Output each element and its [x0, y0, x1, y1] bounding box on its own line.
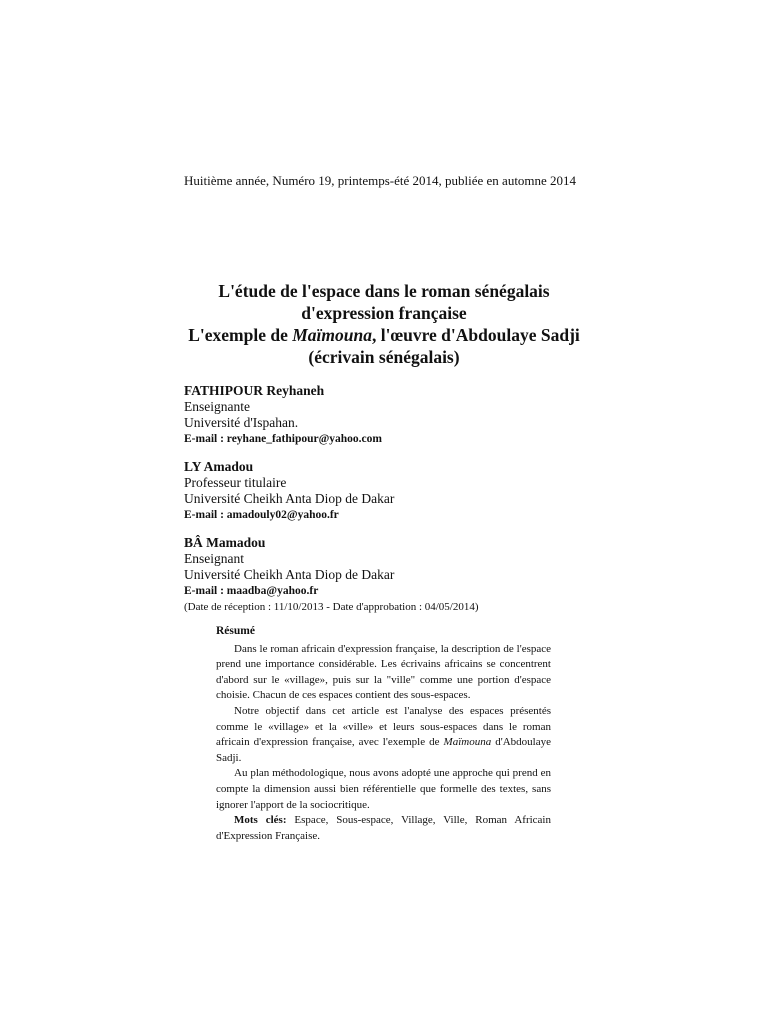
keywords: [216, 813, 551, 844]
author-affiliation: Université d'Ispahan.: [184, 415, 299, 430]
abstract-work-name: Maïmouna: [443, 736, 492, 749]
author-email: E-mail : maadba@yahoo.fr: [184, 585, 319, 597]
author-entry: [184, 535, 584, 615]
author-entry: [184, 383, 584, 447]
author-name: FATHIPOUR Reyhaneh: [184, 383, 325, 398]
submission-dates: (Date de réception : 11/10/2013 - Date d'approbation : 04/05/2014): [184, 601, 479, 613]
abstract-p2-end: d'Abdoulaye Sadji.: [216, 736, 551, 764]
abstract-p2-text: Notre objectif dans cet article est l'analyse des espaces présentés comme le «village» et la «ville» et leurs sous-espaces dans le roman africain d'expression française, avec l'exemple de: [216, 704, 551, 749]
abstract-paragraph-3: Au plan méthodologique, nous avons adopté une approche qui prend en compte la dimension aussi bien référentielle que formelle des textes, sans ignorer l'apport de la sociocritique.: [216, 767, 551, 811]
author-affiliation: Université Cheikh Anta Diop de Dakar: [184, 491, 395, 506]
title-work-name: Maïmouna: [292, 325, 372, 345]
author-affiliation: Université Cheikh Anta Diop de Dakar: [184, 567, 395, 582]
article-title: [0, 280, 768, 368]
author-email: E-mail : amadouly02@yahoo.fr: [184, 509, 339, 521]
title-line-1: L'étude de l'espace dans le roman sénégalais: [218, 281, 550, 301]
author-email: E-mail : reyhane_fathipour@yahoo.com: [184, 433, 382, 445]
abstract-paragraph-2: [216, 704, 551, 766]
issue-header: Huitième année, Numéro 19, printemps-été 2014, publiée en automne 2014: [184, 173, 577, 188]
author-entry: [184, 459, 584, 523]
author-role: Enseignant: [184, 551, 244, 566]
keywords-text: Espace, Sous-espace, Village, Ville, Roman Africain d'Expression Française.: [216, 814, 551, 842]
author-role: Enseignante: [184, 399, 250, 414]
author-name: BÂ Mamadou: [184, 535, 266, 550]
author-role: Professeur titulaire: [184, 475, 287, 490]
author-name: LY Amadou: [184, 459, 254, 474]
title-line-3-suffix: , l'œuvre d'Abdoulaye Sadji: [371, 325, 580, 345]
abstract-section: [216, 624, 551, 844]
title-line-3: [0, 324, 768, 346]
abstract-paragraph-1: Dans le roman africain d'expression française, la description de l'espace prend une importance considérable. Les écrivains africains se concentrent d'abord sur le «village», puis sur la "ville" comme une portion d'espace choisie. Chacun de ces espaces contient des sous-espaces.: [216, 642, 551, 702]
keywords-label: Mots clés:: [234, 814, 287, 827]
title-line-2: d'expression française: [301, 303, 467, 323]
authors-block: [184, 383, 584, 627]
title-line-4: (écrivain sénégalais): [308, 347, 460, 367]
title-line-3-prefix: L'exemple de: [188, 325, 293, 345]
abstract-heading: Résumé: [216, 625, 255, 637]
